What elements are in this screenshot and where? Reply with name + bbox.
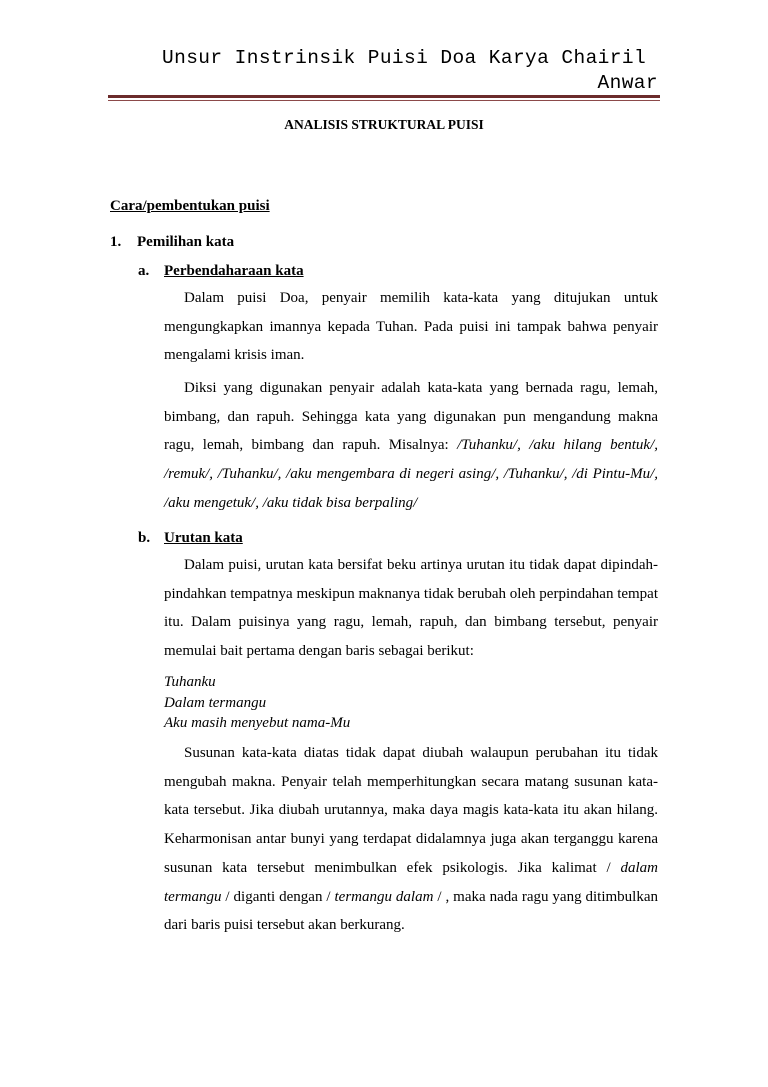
header-rule-thin (108, 100, 660, 101)
italic-phrase: dalam termangu (164, 859, 658, 905)
paragraph-text-part: / , maka nada ragu yang ditimbulkan dari baris puisi tersebut akan berkurang. (164, 888, 659, 934)
poem-line: Dalam termangu (164, 694, 267, 711)
sub-item-a-label: Perbendaharaan kata (164, 263, 304, 279)
paragraph-text-part: Diksi yang digunakan penyair adalah kata-kata yang bernada ragu, lemah, bimbang, dan rapuh. Sehingga kata yang digunakan pun mengandung makna ragu, lemah, bimbang dan rapuh. Misalnya: (164, 380, 658, 454)
header-title-line-1: Unsur Instrinsik Puisi Doa Karya Chairil (162, 47, 647, 69)
running-header (110, 46, 658, 96)
sub-item-b-letter: b. (138, 530, 151, 546)
header-rule-thick (108, 95, 660, 98)
list-item-1-number: 1. (110, 234, 122, 250)
paragraph-text-part: / diganti dengan / (221, 888, 335, 905)
sub-item-a-letter: a. (138, 263, 150, 279)
sub-b-paragraph-2 (164, 739, 658, 940)
example-words: /Tuhanku/, /aku hilang bentuk/, /remuk/, /Tuhanku/, /aku mengembara di negeri asing/, /Tuhanku/, /di Pintu-Mu/, /aku mengetuk/, /aku tidak bisa berpaling/ (164, 437, 658, 511)
paragraph-text (164, 739, 658, 940)
sub-a-paragraph-2 (164, 374, 658, 518)
section-heading: Cara/pembentukan puisi (110, 198, 270, 214)
paragraph-text (164, 374, 658, 518)
poem-line: Aku masih menyebut nama-Mu (164, 715, 351, 731)
paragraph-text: Dalam puisi, urutan kata bersifat beku artinya urutan itu tidak dapat dipindah-pindahkan tempatnya meskipun maknanya tidak berubah oleh perpindahan tempat itu. Dalam puisinya yang ragu, lemah, rapuh, dan bimbang tersebut, penyair memulai bait pertama dengan baris sebagai berikut: (164, 557, 659, 660)
italic-phrase: termangu dalam (334, 888, 434, 905)
header-title-line-2: Anwar (597, 72, 658, 94)
paragraph-text-part: Susunan kata-kata diatas tidak dapat diubah walaupun perubahan itu tidak mengubah makna. Penyair telah memperhitungkan secara matang susunan kata-kata tersebut. Jika diubah urutannya, maka daya magis kata-kata itu akan hilang. Keharmonisan antar bunyi yang terdapat didalamnya juga akan terganggu karena susunan kata tersebut menimbulkan efek psikologis. Jika kalimat / (164, 745, 658, 876)
sub-item-b-label: Urutan kata (164, 530, 243, 546)
sub-b-paragraph-1 (164, 551, 658, 666)
poem-excerpt (164, 672, 350, 734)
sub-a-paragraph-1 (164, 284, 658, 370)
list-item-1-label: Pemilihan kata (137, 234, 235, 250)
document-title: ANALISIS STRUKTURAL PUISI (284, 117, 484, 132)
poem-line: Tuhanku (164, 674, 216, 690)
paragraph-text: Dalam puisi Doa, penyair memilih kata-kata yang ditujukan untuk mengungkapkan imannya kepada Tuhan. Pada puisi ini tampak bahwa penyair mengalami krisis iman. (164, 290, 658, 364)
